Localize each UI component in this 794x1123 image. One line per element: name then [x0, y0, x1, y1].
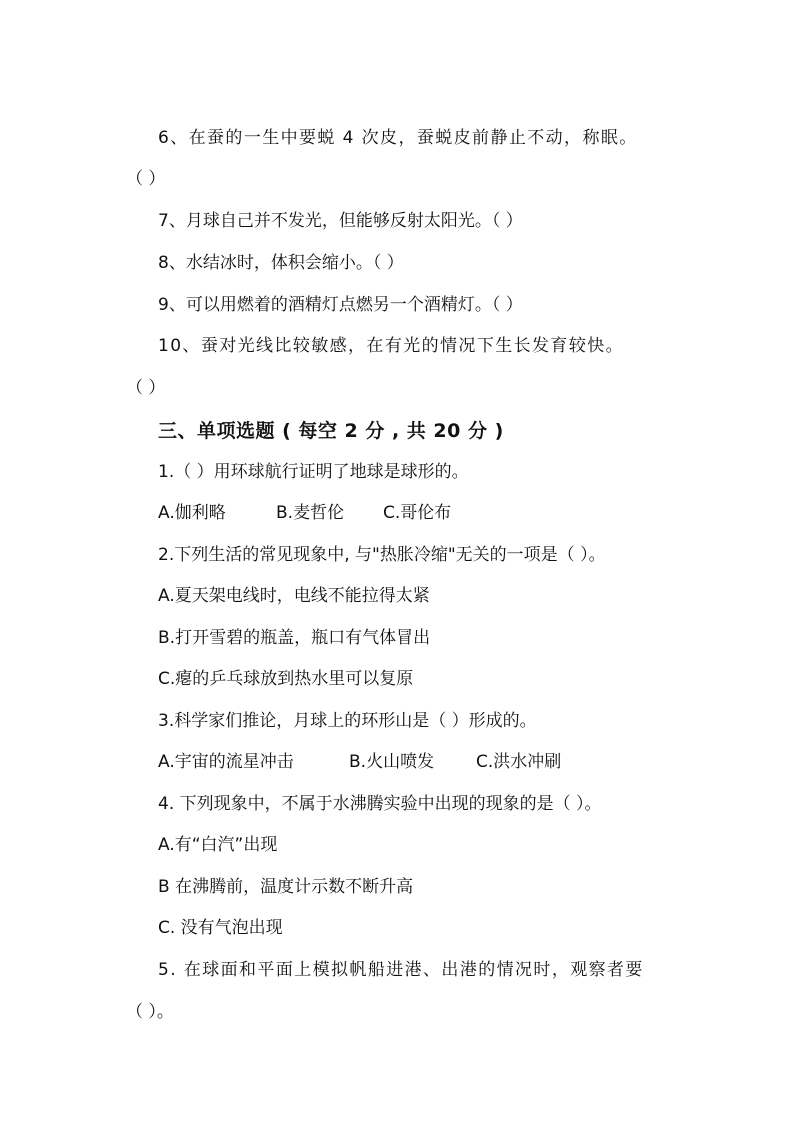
question-6-answer-blank: （ ）	[126, 169, 166, 189]
q1-option-b: B.麦哲伦	[276, 503, 345, 523]
mc-question-1: 1.（ ）用环球航行证明了地球是球形的。	[158, 462, 469, 482]
q1-option-c: C.哥伦布	[383, 503, 452, 523]
question-6-line1: 6、在蚕的一生中要蜕 4 次皮，蚕蜕皮前静止不动，称眠。	[158, 128, 638, 148]
q3-option-b: B.火山喷发	[349, 752, 435, 772]
q4-option-c: C. 没有气泡出现	[158, 918, 283, 938]
q4-option-a: A.有“白汽”出现	[158, 835, 278, 855]
question-7: 7、月球自己并不发光，但能够反射太阳光。（ ）	[158, 211, 523, 231]
q4-option-b: B 在沸腾前，温度计示数不断升高	[158, 877, 414, 897]
q2-option-a: A.夏天架电线时，电线不能拉得太紧	[158, 586, 430, 606]
mc-question-2: 2.下列生活的常见现象中, 与"热胀冷缩"无关的一项是（ ）。	[158, 545, 606, 565]
question-10-line1: 10、蚕对光线比较敏感，在有光的情况下生长发育较快。	[158, 336, 625, 356]
mc-question-5-line2: （ ）。	[126, 1002, 174, 1022]
question-10-answer-blank: （ ）	[126, 378, 166, 398]
q3-option-c: C.洪水冲刷	[476, 752, 562, 772]
q2-option-c: C.瘪的乒乓球放到热水里可以复原	[158, 669, 414, 689]
question-9: 9、可以用燃着的酒精灯点燃另一个酒精灯。（ ）	[158, 295, 523, 315]
q2-option-b: B.打开雪碧的瓶盖，瓶口有气体冒出	[158, 628, 431, 648]
section-title: 三、单项选题 ( 每空 2 分 , 共 20 分 )	[158, 420, 504, 442]
mc-question-5-line1: 5. 在球面和平面上模拟帆船进港、出港的情况时，观察者要	[158, 960, 644, 980]
question-8: 8、水结冰时，体积会缩小。（ ）	[158, 253, 404, 273]
q3-option-a: A.宇宙的流星冲击	[158, 752, 294, 772]
mc-question-4: 4. 下列现象中，不属于水沸腾实验中出现的现象的是（ ）。	[158, 794, 602, 814]
mc-question-3: 3.科学家们推论，月球上的环形山是（ ）形成的。	[158, 711, 537, 731]
q1-option-a: A.伽利略	[158, 503, 226, 523]
